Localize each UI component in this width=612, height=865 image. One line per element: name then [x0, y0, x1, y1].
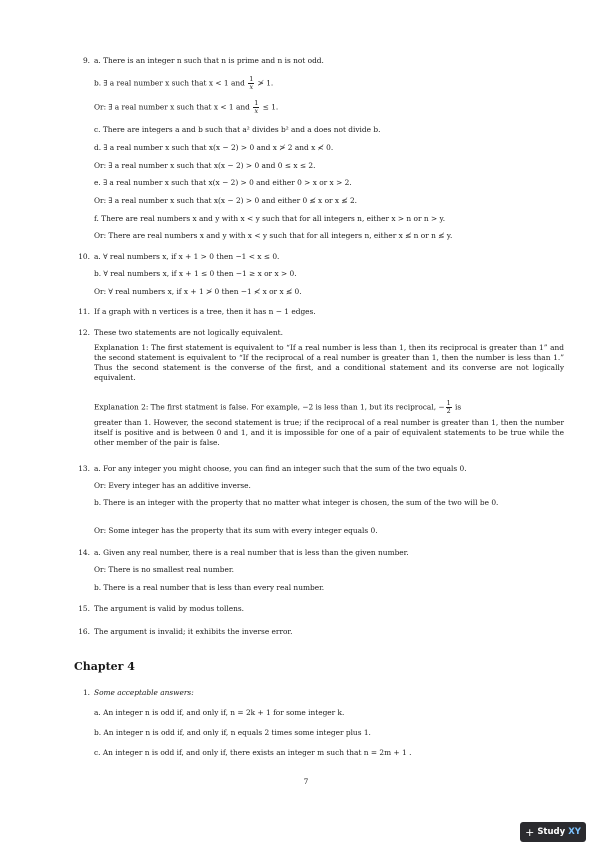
answer-line: e. ∃ a real number x such that x(x − 2) > 0 and either 0 > x or x > 2. — [94, 178, 352, 187]
answer-line: c. There are integers a and b such that a² divides b² and a does not divide b. — [94, 125, 381, 134]
answer-line-text: Or: ∃ a real number x such that x < 1 and — [94, 102, 250, 112]
chapter-heading: Chapter 4 — [74, 660, 135, 673]
answer-line: The argument is valid by modus tollens. — [94, 604, 244, 613]
answer-line: a. ∀ real numbers x, if x + 1 > 0 then −1 < x ≤ 0. — [94, 252, 280, 261]
answer-line-tail: ≤ 1. — [262, 102, 279, 112]
item-number: 10. — [78, 252, 90, 261]
answer-line: b. There is an integer with the property that no matter what integer is chosen, the sum of the two will be 0. — [94, 498, 499, 507]
fraction — [446, 400, 452, 415]
answer-line: Or: ∃ a real number x such that x(x − 2) > 0 and either 0 ≰ x or x ≰ 2. — [94, 196, 358, 205]
answer-line: Or: Every integer has an additive inverse. — [94, 481, 251, 490]
answer-line: Or: Some integer has the property that its sum with every integer equals 0. — [94, 526, 378, 535]
answer-line-text: b. ∃ a real number x such that x < 1 and — [94, 78, 245, 88]
answer-line: Or: There are real numbers x and y with x < y such that for all integers n, either x ≰ n or n ≰ y. — [94, 231, 453, 240]
fraction-numerator: 1 — [254, 99, 259, 107]
fraction-numerator: 1 — [249, 75, 254, 83]
answer-line: If a graph with n vertices is a tree, then it has n − 1 edges. — [94, 307, 316, 316]
explanation-1: Explanation 1: The first statement is equivalent to “If a real number is less than 1, then its reciprocal is greater than 1” and the second statement is equivalent to “If the reciprocal of a real number is greater than 1, then the number is less than 1.” Thus the second statement is the converse of the first, and a conditional statement and its converse are not logically equivalent. — [94, 343, 564, 382]
item-number: 13. — [78, 464, 90, 473]
fraction-denominator: 2 — [446, 407, 451, 415]
page-number: 7 — [303, 777, 309, 786]
answer-line: a. There is an integer n such that n is prime and n is not odd. — [94, 56, 324, 65]
fraction-sign: − — [438, 402, 445, 412]
answer-line: c. An integer n is odd if, and only if, there exists an integer m such that n = 2m + 1 . — [94, 748, 412, 757]
answer-line: a. An integer n is odd if, and only if, n = 2k + 1 for some integer k. — [94, 708, 345, 717]
answer-line-tail: ≯ 1. — [257, 78, 274, 88]
fraction — [253, 100, 259, 115]
answer-line-with-fraction — [94, 76, 273, 91]
item-number: 14. — [78, 548, 90, 557]
item-number: 11. — [78, 307, 90, 316]
fraction-denominator: x — [254, 107, 259, 115]
answer-line: b. An integer n is odd if, and only if, n equals 2 times some integer plus 1. — [94, 728, 371, 737]
answer-line: a. Given any real number, there is a real number that is less than the given number. — [94, 548, 409, 557]
explanation-2-tail: is — [455, 402, 462, 412]
item-number: 16. — [78, 627, 90, 636]
answer-line: b. ∀ real numbers x, if x + 1 ≤ 0 then −1 ≥ x or x > 0. — [94, 269, 297, 278]
answer-line: b. There is a real number that is less than every real number. — [94, 583, 325, 592]
badge-study-text: Study — [537, 827, 566, 837]
badge-xy-text: XY — [568, 827, 581, 837]
fraction-denominator: x — [249, 83, 254, 91]
answer-line: Or: ∀ real numbers x, if x + 1 ≯ 0 then −1 ≮ x or x ≰ 0. — [94, 287, 302, 296]
explanation-2-first-line — [94, 400, 564, 415]
item-number: 12. — [78, 328, 90, 337]
answer-line-with-fraction — [94, 100, 278, 115]
answer-heading: Some acceptable answers: — [94, 688, 194, 697]
item-number: 15. — [78, 604, 90, 613]
item-number: 9. — [82, 56, 90, 65]
answer-line: Or: ∃ a real number x such that x(x − 2) > 0 and 0 ≤ x ≤ 2. — [94, 161, 316, 170]
answer-line: The argument is invalid; it exhibits the inverse error. — [94, 627, 293, 636]
plus-icon: + — [525, 825, 535, 839]
fraction — [248, 76, 254, 91]
fraction-numerator: 1 — [446, 399, 451, 407]
answer-line: Or: There is no smallest real number. — [94, 565, 234, 574]
explanation-2-body: greater than 1. However, the second statement is true; if the reciprocal of a real number is greater than 1, then the number itself is positive and is between 0 and 1, and it is impossible for one of a pair of equivalent statements to be true while the other member of the pair is false. — [94, 418, 564, 447]
studyxy-badge[interactable] — [520, 822, 586, 842]
answer-line: d. ∃ a real number x such that x(x − 2) > 0 and x ≯ 2 and x ≮ 0. — [94, 143, 334, 152]
answer-line: These two statements are not logically equivalent. — [94, 328, 283, 337]
explanation-2-head: Explanation 2: The first statment is false. For example, −2 is less than 1, but its reciprocal, — [94, 402, 437, 412]
answer-line: f. There are real numbers x and y with x < y such that for all integers n, either x > n or n > y. — [94, 214, 446, 223]
item-number: 1. — [82, 688, 90, 697]
answer-line: a. For any integer you might choose, you can find an integer such that the sum of the two equals 0. — [94, 464, 467, 473]
